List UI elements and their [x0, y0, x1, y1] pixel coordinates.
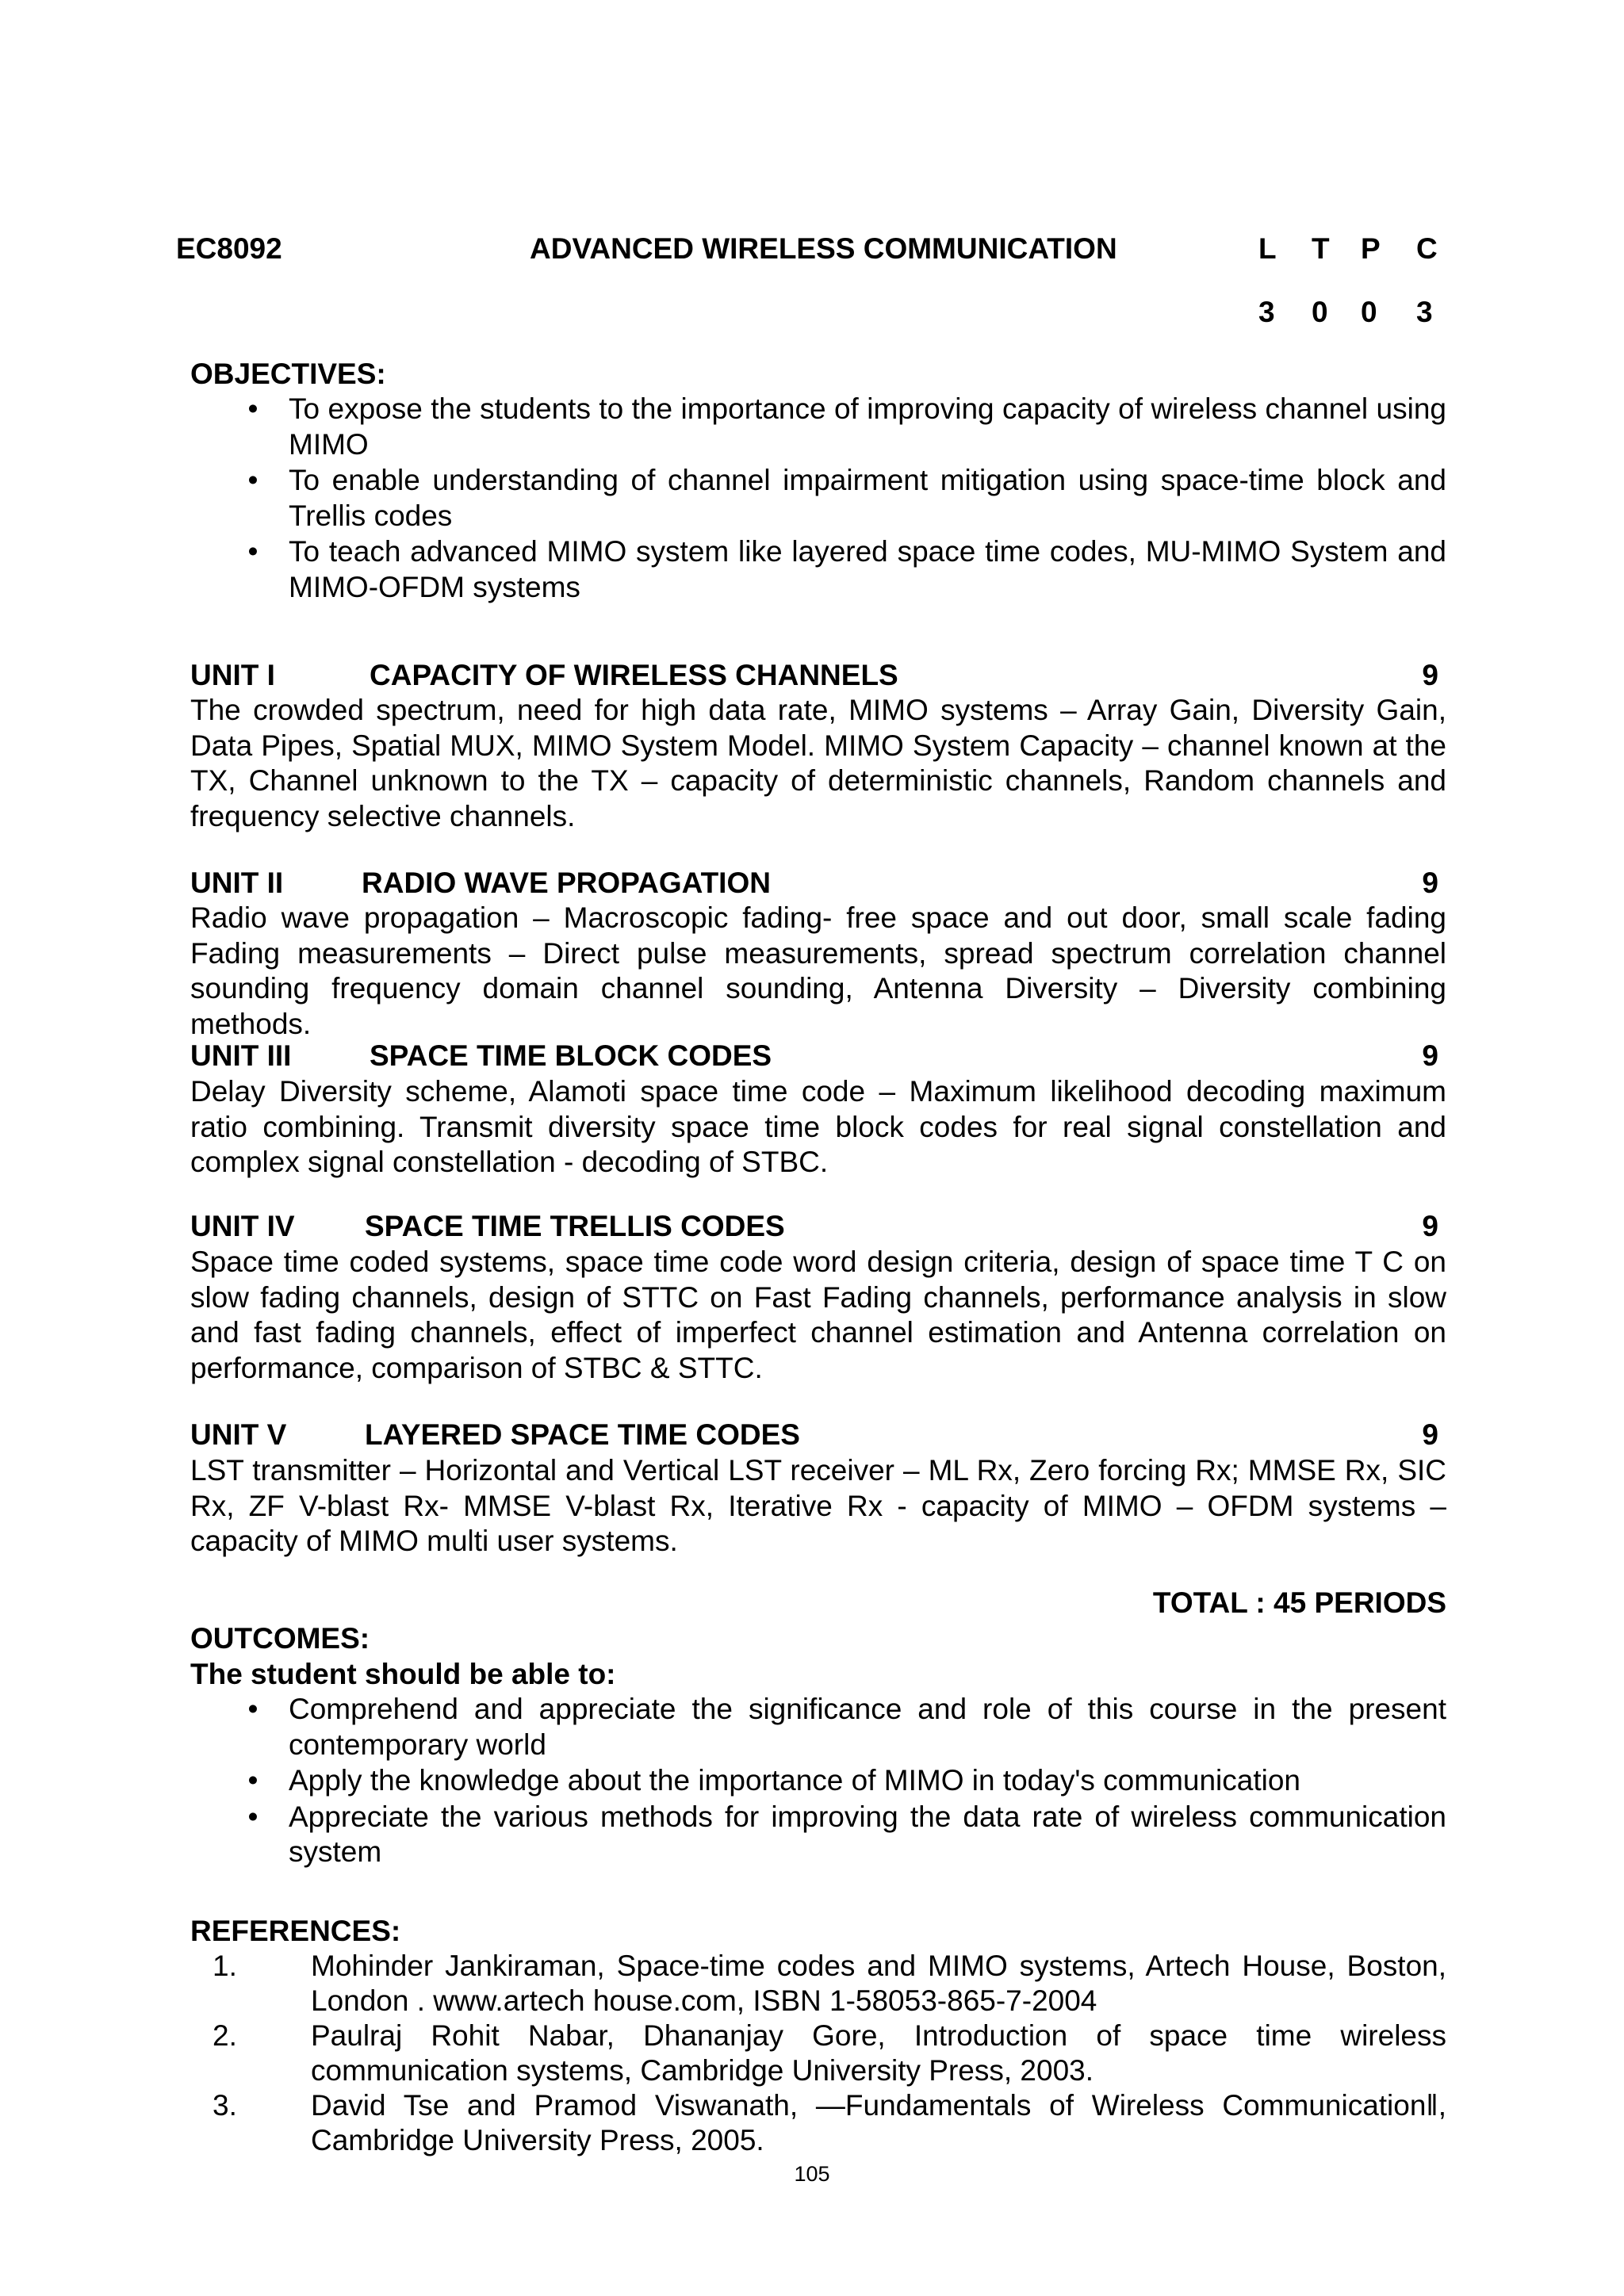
unit-5-heading: [190, 1418, 1446, 1452]
unit-hours: 9: [1422, 1210, 1438, 1242]
unit-title: RADIO WAVE PROPAGATION: [362, 867, 771, 899]
unit-number: UNIT II: [190, 867, 284, 899]
ltpc-value-l: 3: [1258, 296, 1275, 328]
references-list: [190, 1949, 1446, 2158]
unit-number: UNIT IV: [190, 1210, 295, 1242]
references-heading: REFERENCES:: [190, 1915, 401, 1947]
list-item: • To teach advanced MIMO system like layered space time codes, MU-MIMO System and MIMO-OFDM systems: [190, 534, 1446, 605]
outcomes-heading: OUTCOMES:: [190, 1622, 370, 1655]
unit-5-content: LST transmitter – Horizontal and Vertical LST receiver – ML Rx, Zero forcing Rx; MMSE Rx, SIC Rx, ZF V-blast Rx- MMSE V-blast Rx, Iterative Rx - capacity of MIMO – OFDM systems – capacity of MIMO multi user systems.: [190, 1454, 1446, 1557]
list-item: • Apply the knowledge about the importance of MIMO in today's communication: [190, 1763, 1446, 1799]
unit-4-content: Space time coded systems, space time code word design criteria, design of space time T C on slow fading channels, design of STTC on Fast Fading channels, performance analysis in slow and fast fading channels, effect of imperfect channel estimation and Antenna correlation on performance, comparison of STBC & STTC.: [190, 1246, 1446, 1384]
page-number: 105: [794, 2162, 830, 2186]
ltpc-value-t: 0: [1312, 296, 1328, 328]
unit-2-content: Radio wave propagation – Macroscopic fading- free space and out door, small scale fading Fading measurements – Direct pulse measurements, spread spectrum correlation channel sounding frequency domain channel sounding, Antenna Diversity – Diversity combining methods.: [190, 901, 1446, 1040]
bullet-icon: •: [247, 464, 259, 496]
list-item: 1. Mohinder Jankiraman, Space-time codes and MIMO systems, Artech House, Boston, London . www.artech house.com, ISBN 1-58053-865-7-2004: [213, 1950, 1446, 2017]
bullet-icon: •: [247, 1764, 259, 1797]
course-title: ADVANCED WIRELESS COMMUNICATION: [530, 232, 1117, 265]
unit-title: SPACE TIME TRELLIS CODES: [365, 1210, 785, 1242]
unit-number: UNIT V: [190, 1418, 287, 1451]
bullet-icon: •: [247, 1800, 259, 1833]
list-item: • To expose the students to the importance of improving capacity of wireless channel using MIMO: [190, 392, 1446, 462]
ltpc-label-t: T: [1312, 232, 1330, 265]
unit-hours: 9: [1422, 867, 1438, 899]
unit-1-content: The crowded spectrum, need for high data rate, MIMO systems – Array Gain, Diversity Gain, Data Pipes, Spatial MUX, MIMO System Model. MIMO System Capacity – channel known at the TX, Channel unknown to the TX – capacity of deterministic channels, Random channels and frequency selective channels.: [190, 694, 1446, 832]
unit-hours: 9: [1422, 1418, 1438, 1451]
list-item: 3. David Tse and Pramod Viswanath, ―Fundamentals of Wireless Communication‖, Cambridge University Press, 2005.: [213, 2089, 1446, 2156]
ltpc-value-p: 0: [1361, 296, 1377, 328]
list-item: • Appreciate the various methods for improving the data rate of wireless communication system: [190, 1800, 1446, 1870]
outcomes-list: [190, 1692, 1446, 1871]
bullet-icon: •: [247, 535, 259, 568]
bullet-icon: •: [247, 392, 259, 425]
outcomes-subheading: The student should be able to:: [190, 1658, 616, 1690]
unit-number: UNIT I: [190, 659, 275, 691]
unit-1-heading: [190, 658, 1446, 693]
unit-title: LAYERED SPACE TIME CODES: [365, 1418, 800, 1451]
ltpc-label-c: C: [1416, 232, 1438, 265]
unit-3-content: Delay Diversity scheme, Alamoti space time code – Maximum likelihood decoding maximum ratio combining. Transmit diversity space time block codes for real signal constellation and complex signal constellation - decoding of STBC.: [190, 1075, 1446, 1178]
objectives-heading: OBJECTIVES:: [190, 358, 386, 390]
unit-title: CAPACITY OF WIRELESS CHANNELS: [370, 659, 898, 691]
unit-hours: 9: [1422, 659, 1438, 691]
unit-title: SPACE TIME BLOCK CODES: [370, 1039, 772, 1072]
list-item: 2. Paulraj Rohit Nabar, Dhananjay Gore, Introduction of space time wireless communication systems, Cambridge University Press, 2003.: [213, 2019, 1446, 2087]
unit-2-heading: [190, 866, 1446, 901]
ltpc-value-c: 3: [1416, 296, 1433, 328]
list-item: • Comprehend and appreciate the significance and role of this course in the present contemporary world: [190, 1692, 1446, 1762]
objectives-list: [190, 392, 1446, 606]
unit-hours: 9: [1422, 1039, 1438, 1072]
bullet-icon: •: [247, 1693, 259, 1725]
ltpc-label-l: L: [1258, 232, 1277, 265]
unit-number: UNIT III: [190, 1039, 292, 1072]
unit-3-heading: [190, 1039, 1446, 1073]
list-item: • To enable understanding of channel impairment mitigation using space-time block and Trellis codes: [190, 463, 1446, 534]
ltpc-label-p: P: [1361, 232, 1381, 265]
unit-4-heading: [190, 1209, 1446, 1244]
course-code: EC8092: [176, 232, 282, 265]
total-periods: TOTAL : 45 PERIODS: [1152, 1586, 1446, 1619]
